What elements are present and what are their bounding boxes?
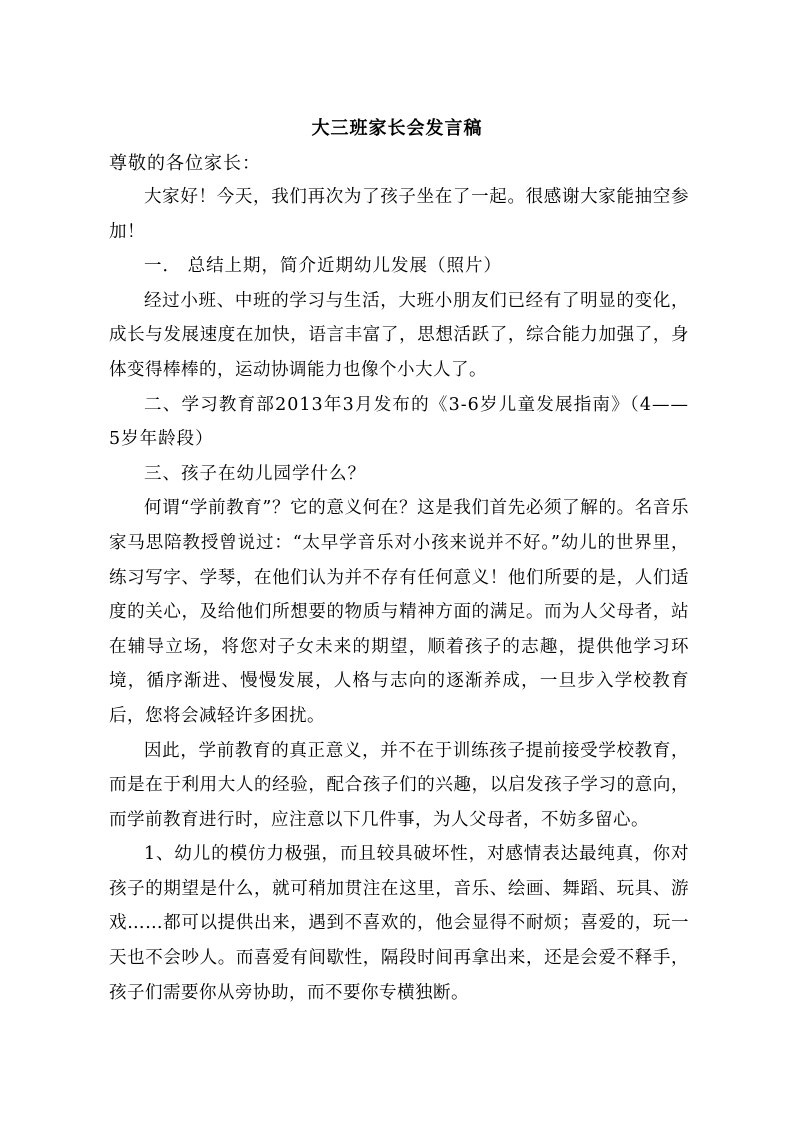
paragraph-therefore: 因此，学前教育的真正意义，并不在于训练孩子提前接受学校教育，而是在于利用大人的经验，配合孩子们的兴趣，以启发孩子学习的意向，而学前教育进行时，应注意以下几件事，为人父母者，不妨多留心。 — [109, 740, 689, 830]
paragraph-preschool-meaning: 何谓“学前教育”？它的意义何在？这是我们首先必须了解的。名音乐家马思陪教授曾说过：“太早学音乐对小孩来说并不好。”幼儿的世界里，练习写字、学琴，在他们认为并不存有任何意义！他们所要的是，人们适度的关心，及给他们所想要的物质与精神方面的满足。而为人父母者，站在辅导立场，将您对子女未来的期望，顺着孩子的志趣，提供他学习环境，循序渐进、慢慢发展，人格与志向的逐渐养成，一旦步入学校教育后，您将会减轻许多困扰。 — [109, 498, 689, 726]
section-heading-2: 二、学习教育部2013年3月发布的《3-6岁儿童发展指南》（4——5岁年龄段） — [109, 394, 689, 450]
document-body — [109, 180, 689, 1010]
paragraph-development: 经过小班、中班的学习与生活，大班小朋友们已经有了明显的变化，成长与发展速度在加快，语言丰富了，思想活跃了，综合能力加强了，身体变得棒棒的，运动协调能力也像个小大人了。 — [109, 290, 689, 380]
paragraph-item-1: 1、幼儿的模仿力极强，而且较具破坏性，对感情表达最纯真，你对孩子的期望是什么，就可稍加贯注在这里，音乐、绘画、舞蹈、玩具、游戏……都可以提供出来，遇到不喜欢的，他会显得不耐烦；喜爱的，玩一天也不会吵人。而喜爱有间歇性，隔段时间再拿出来，还是会爱不释手，孩子们需要你从旁协助，而不要你专横独断。 — [109, 844, 689, 1003]
document-title: 大三班家长会发言稿 — [311, 118, 483, 139]
section-heading-3: 三、孩子在幼儿园学什么？ — [144, 463, 366, 484]
section-heading-1: 一． 总结上期，简介近期幼儿发展（照片） — [144, 256, 503, 277]
salutation: 尊敬的各位家长： — [109, 153, 261, 174]
paragraph-greeting: 大家好！今天，我们再次为了孩子坐在了一起。很感谢大家能抽空参加！ — [109, 187, 689, 242]
